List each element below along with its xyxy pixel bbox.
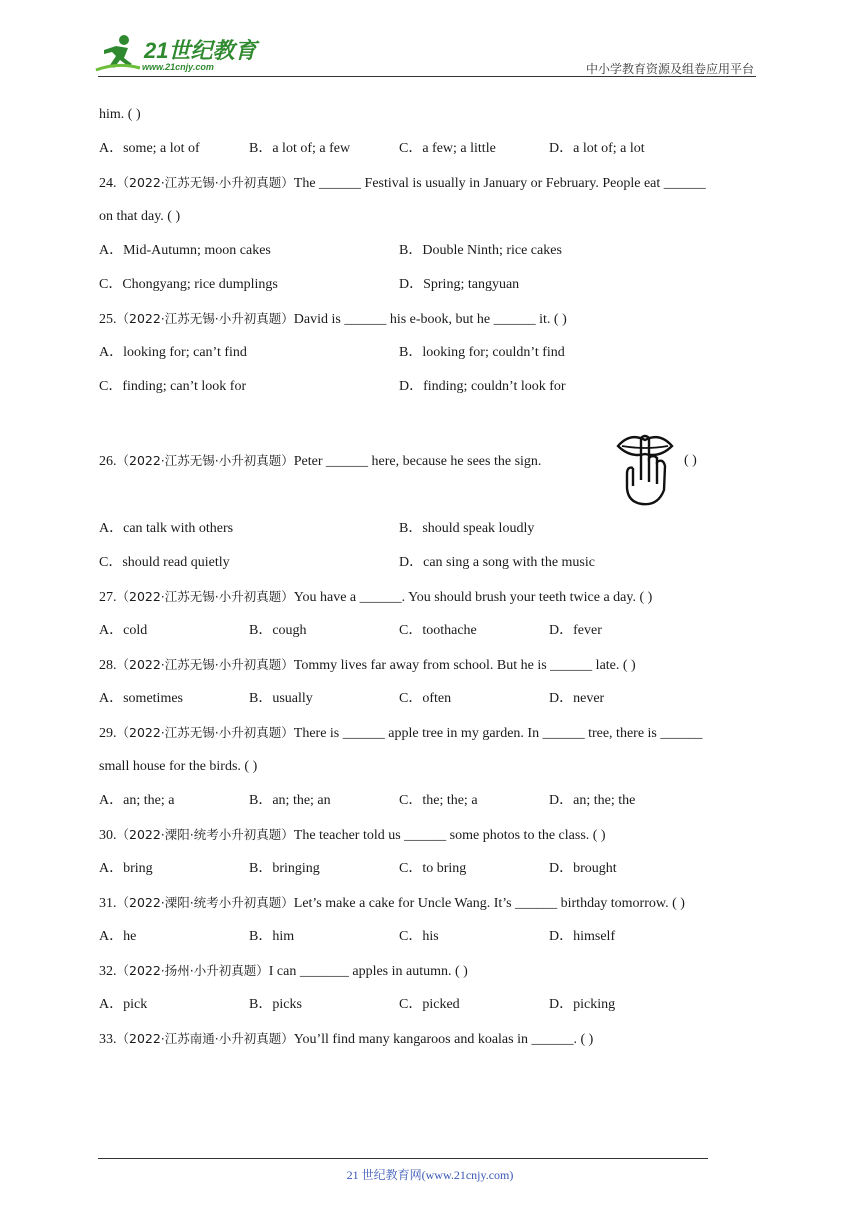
q31-option-c: C．his (399, 929, 439, 944)
q29-option-d: D．an; the; the (549, 793, 636, 808)
q29-option-a: A．an; the; a (99, 793, 175, 808)
q26-option-b: B．should speak loudly (399, 521, 535, 536)
q30-option-c: C．to bring (399, 861, 467, 876)
q24-option-a: A．Mid-Autumn; moon cakes (99, 243, 271, 258)
site-logo[interactable] (94, 34, 264, 78)
page-header (0, 0, 860, 80)
q27-stem (99, 586, 769, 620)
q24-option-d: D．Spring; tangyuan (399, 277, 520, 292)
q26-text: Peter ______ here, because he sees the sign. (293, 454, 542, 469)
q26-options-cd (99, 552, 769, 586)
q31-option-d: D．himself (549, 929, 616, 944)
q29-option-c: C．the; the; a (399, 793, 478, 808)
q23-option-c: C．a few; a little (399, 141, 496, 156)
q23-option-d: D．a lot of; a lot (549, 141, 645, 156)
q32-option-b: B．picks (249, 997, 302, 1012)
q25-source: （2022·江苏无锡·小升初真题） (116, 311, 294, 326)
q32-options (99, 994, 769, 1028)
q27-options (99, 620, 769, 654)
q31-stem (99, 892, 769, 926)
q25-option-a: A．looking for; can’t find (99, 345, 247, 360)
q26-paren: ( ) (684, 453, 697, 468)
logo-url: www.21cnjy.com (142, 62, 214, 72)
q28-number: 28. (99, 658, 117, 673)
q23-continuation: him. ( ) (99, 107, 141, 122)
q32-source: （2022·扬州·小升初真题） (116, 963, 269, 978)
q31-number: 31. (99, 896, 117, 911)
q32-option-c: C．picked (399, 997, 460, 1012)
q31-option-a: A．he (99, 929, 137, 944)
quiet-finger-on-lips-icon (614, 428, 676, 508)
q30-option-a: A．bring (99, 861, 153, 876)
q25-text: David is ______ his e-book, but he ______ it. ( ) (293, 312, 567, 327)
q28-stem (99, 654, 769, 688)
q29-stem-cont: small house for the birds. ( ) (99, 759, 258, 774)
q24-option-b: B．Double Ninth; rice cakes (399, 243, 562, 258)
q26-number: 26. (99, 454, 117, 469)
q25-options-cd (99, 376, 769, 410)
q31-option-b: B．him (249, 929, 295, 944)
q31-text: Let’s make a cake for Uncle Wang. It’s ______ birthday tomorrow. ( ) (293, 896, 685, 911)
header-tagline: 中小学教育资源及组卷应用平台 (585, 62, 754, 76)
q28-source: （2022·江苏无锡·小升初真题） (116, 657, 294, 672)
header-divider (98, 76, 756, 77)
running-figure-logo-icon (94, 34, 142, 74)
q29-text: There is ______ apple tree in my garden. In ______ tree, there is ______ (293, 726, 703, 741)
q24-stem-cont: on that day. ( ) (99, 209, 181, 224)
q30-option-b: B．bringing (249, 861, 320, 876)
q27-source: （2022·江苏无锡·小升初真题） (116, 589, 294, 604)
q28-options (99, 688, 769, 722)
q32-stem (99, 960, 769, 994)
q28-option-c: C．often (399, 691, 452, 706)
q26-option-a: A．can talk with others (99, 521, 234, 536)
q24-source: （2022·江苏无锡·小升初真题） (116, 175, 294, 190)
footer-link[interactable]: 21 世纪教育网(www.21cnjy.com) (346, 1168, 514, 1182)
q27-number: 27. (99, 590, 117, 605)
logo-text: 21世纪教育 (144, 38, 257, 63)
q23-option-b: B．a lot of; a few (249, 141, 351, 156)
q27-text: You have a ______. You should brush your teeth twice a day. ( ) (293, 590, 653, 605)
q28-text: Tommy lives far away from school. But he is ______ late. ( ) (293, 658, 636, 673)
q25-options-ab (99, 342, 769, 376)
q29-source: （2022·江苏无锡·小升初真题） (116, 725, 294, 740)
q32-option-a: A．pick (99, 997, 148, 1012)
q25-option-d: D．finding; couldn’t look for (399, 379, 566, 394)
q32-option-d: D．picking (549, 997, 616, 1012)
q25-option-b: B．looking for; couldn’t find (399, 345, 565, 360)
q30-stem (99, 824, 769, 858)
q26-stem (99, 410, 769, 518)
q32-number: 32. (99, 964, 117, 979)
q24-option-c: C．Chongyang; rice dumplings (99, 277, 278, 292)
q25-option-c: C．finding; can’t look for (99, 379, 247, 394)
q25-stem (99, 308, 769, 342)
q27-option-b: B．cough (249, 623, 307, 638)
q27-option-d: D．fever (549, 623, 602, 638)
q28-option-a: A．sometimes (99, 691, 183, 706)
q29-options (99, 790, 769, 824)
q30-option-d: D．brought (549, 861, 617, 876)
q30-text: The teacher told us ______ some photos to the class. ( ) (293, 828, 606, 843)
q28-option-b: B．usually (249, 691, 313, 706)
q29-option-b: B．an; the; an (249, 793, 331, 808)
q33-stem (99, 1028, 769, 1062)
q33-source: （2022·江苏南通·小升初真题） (116, 1031, 294, 1046)
q24-options-cd (99, 274, 769, 308)
q31-source: （2022·溧阳·统考小升初真题） (116, 895, 294, 910)
q33-number: 33. (99, 1032, 117, 1047)
q30-number: 30. (99, 828, 117, 843)
q27-option-a: A．cold (99, 623, 148, 638)
q24-text: The ______ Festival is usually in January or February. People eat ______ (293, 176, 706, 191)
q32-text: I can _______ apples in autumn. ( ) (268, 964, 468, 979)
q26-option-d: D．can sing a song with the music (399, 555, 595, 570)
q23-options (99, 138, 769, 172)
q28-option-d: D．never (549, 691, 605, 706)
q31-options (99, 926, 769, 960)
q29-stem (99, 722, 769, 756)
q30-options (99, 858, 769, 892)
q26-source: （2022·江苏无锡·小升初真题） (116, 453, 294, 468)
footer-divider (98, 1158, 708, 1159)
q25-number: 25. (99, 312, 117, 327)
q24-options-ab (99, 240, 769, 274)
q27-option-c: C．toothache (399, 623, 477, 638)
q24-stem (99, 172, 769, 206)
q26-option-c: C．should read quietly (99, 555, 230, 570)
q26-options-ab (99, 518, 769, 552)
question-list (99, 104, 769, 1062)
q29-number: 29. (99, 726, 117, 741)
q24-number: 24. (99, 176, 117, 191)
q23-option-a: A．some; a lot of (99, 141, 200, 156)
q33-text: You’ll find many kangaroos and koalas in ______. ( ) (293, 1032, 594, 1047)
q30-source: （2022·溧阳·统考小升初真题） (116, 827, 294, 842)
